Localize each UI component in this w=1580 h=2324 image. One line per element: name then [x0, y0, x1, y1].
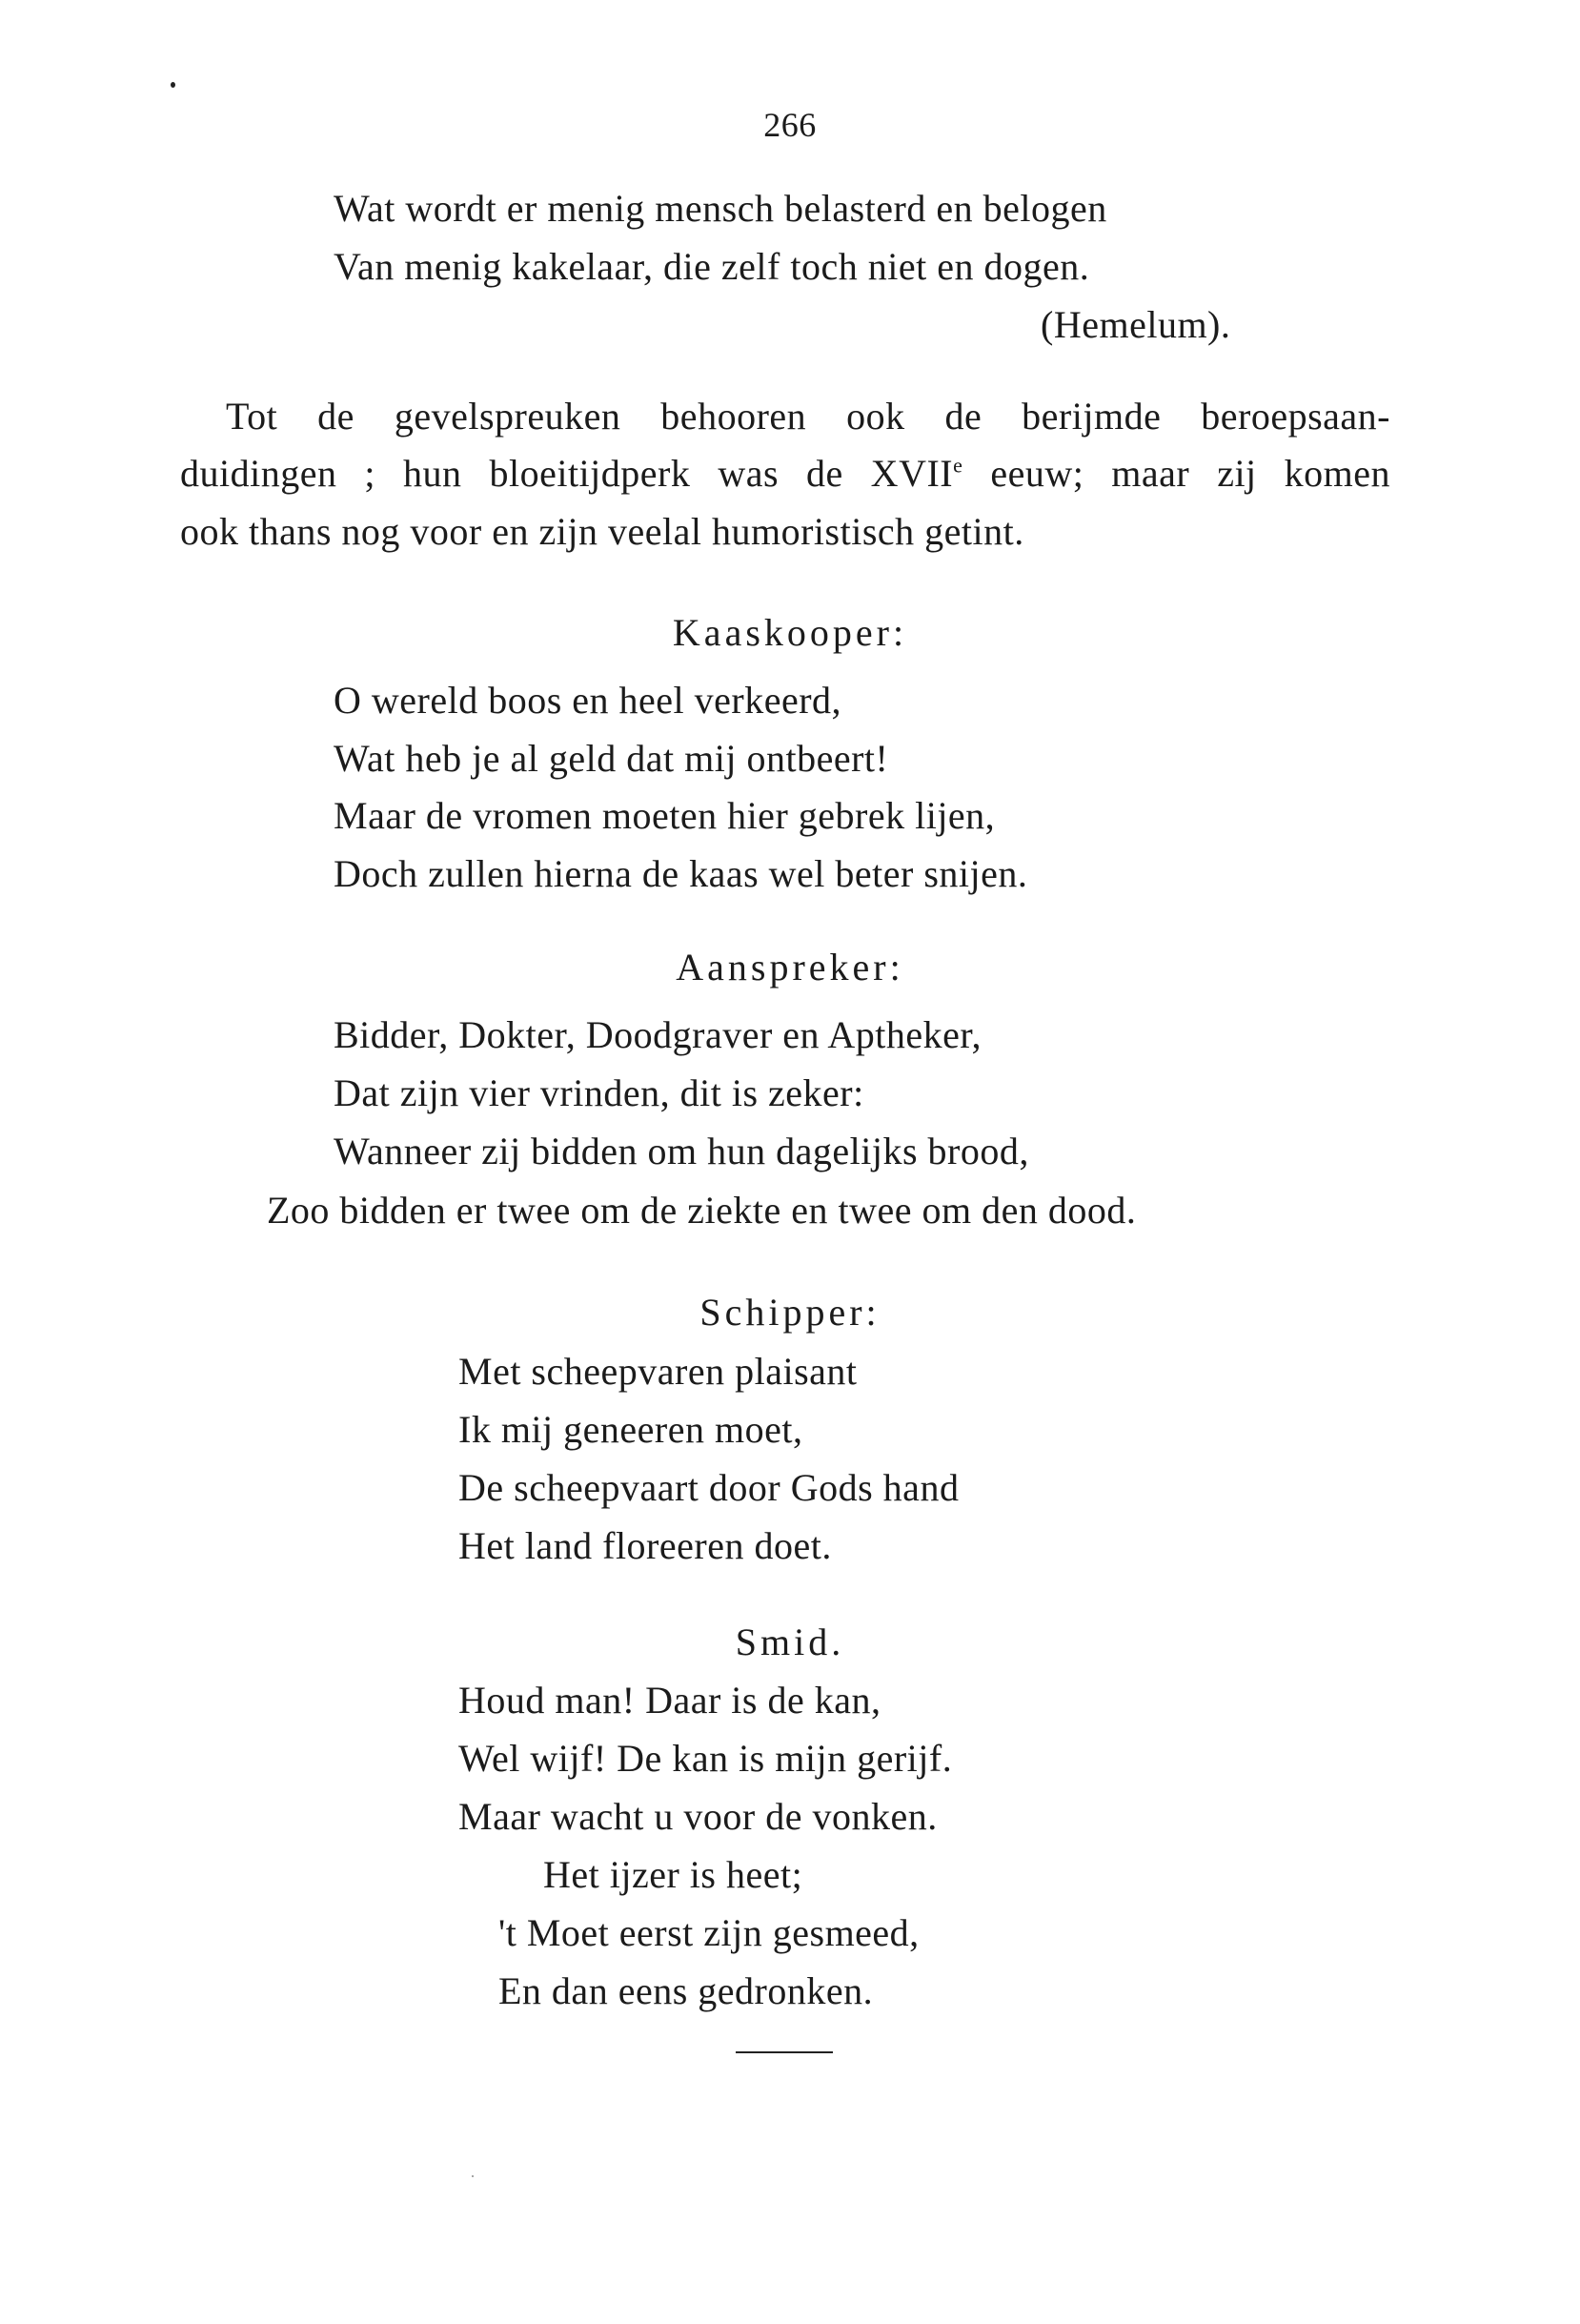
verse-line: Ik mij geneeren moet, — [458, 1408, 803, 1451]
verse-line: Met scheepvaren plaisant — [458, 1350, 858, 1393]
page-number: 266 — [763, 106, 817, 144]
verse-line: Wel wijf! De kan is mijn gerijf. — [458, 1737, 953, 1780]
verse-attribution: (Hemelum). — [1041, 303, 1231, 346]
paragraph-line: duidingen ; hun bloeitijdperk was de XVIIe eeuw; maar zij komen — [180, 452, 1390, 495]
superscript: e — [953, 453, 963, 478]
verse-line: Het land floreeren doet. — [458, 1524, 832, 1567]
section-heading: Schipper: — [699, 1291, 881, 1334]
verse-line: Maar wacht u voor de vonken. — [458, 1795, 938, 1838]
paragraph-line: Tot de gevelspreuken behooren ook de berijmde beroepsaan- — [226, 395, 1390, 438]
verse-line: Doch zullen hierna de kaas wel beter snijen. — [334, 852, 1028, 895]
verse-line: Houd man! Daar is de kan, — [458, 1679, 881, 1722]
section-heading: Aanspreker: — [676, 946, 904, 989]
section-heading: Smid. — [735, 1621, 845, 1663]
closing-rule — [736, 2051, 833, 2053]
verse-line: O wereld boos en heel verkeerd, — [334, 679, 842, 722]
print-speck — [472, 2175, 474, 2177]
verse-line: Maar de vromen moeten hier gebrek lijen, — [334, 794, 996, 837]
verse-line: Het ijzer is heet; — [543, 1853, 803, 1896]
verse-line: Wat wordt er menig mensch belasterd en belogen — [334, 187, 1107, 230]
verse-line: En dan eens gedronken. — [498, 1969, 874, 2012]
verse-line: Zoo bidden er twee om de ziekte en twee om den dood. — [267, 1189, 1137, 1232]
verse-line: De scheepvaart door Gods hand — [458, 1466, 960, 1509]
verse-line: 't Moet eerst zijn gesmeed, — [498, 1911, 920, 1954]
verse-line: Wat heb je al geld dat mij ontbeert! — [334, 737, 889, 780]
verse-line: Van menig kakelaar, die zelf toch niet en dogen. — [334, 245, 1090, 288]
verse-line: Bidder, Dokter, Doodgraver en Aptheker, — [334, 1013, 982, 1056]
verse-line: Dat zijn vier vrinden, dit is zeker: — [334, 1071, 864, 1114]
paragraph-line: ook thans nog voor en zijn veelal humoristisch getint. — [180, 510, 1024, 553]
verse-line: Wanneer zij bidden om hun dagelijks brood, — [334, 1130, 1029, 1172]
section-heading: Kaaskooper: — [672, 611, 908, 654]
print-speck — [171, 82, 175, 88]
